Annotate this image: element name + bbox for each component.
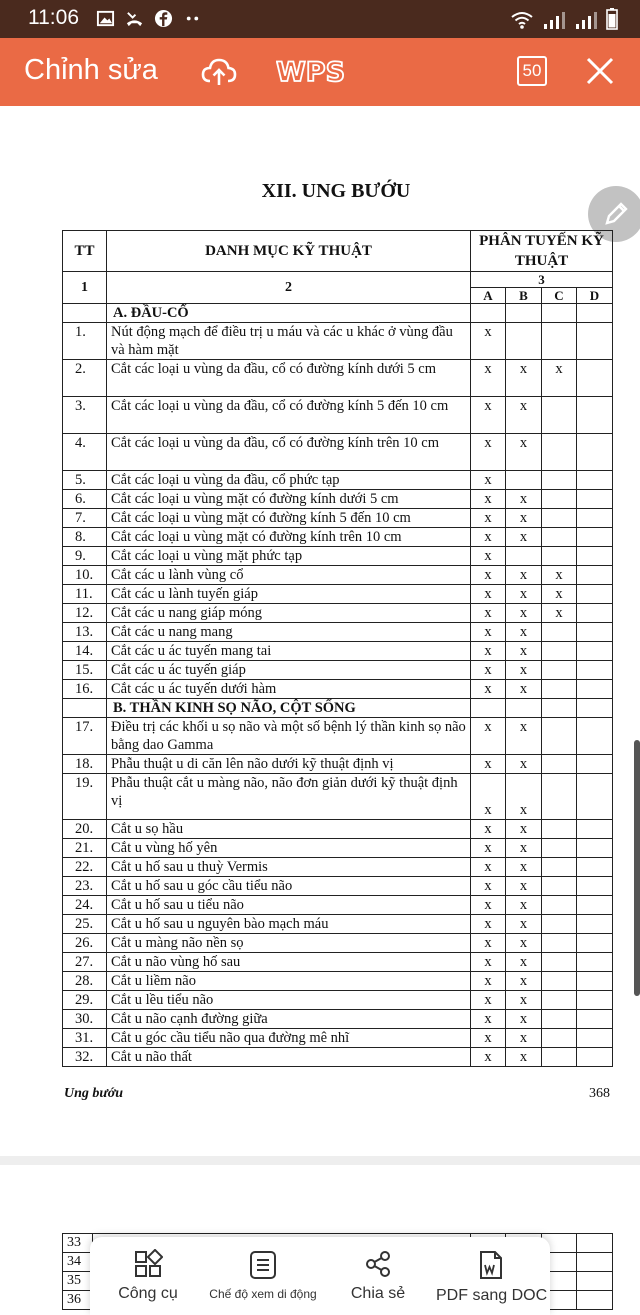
pdf-doc-icon — [476, 1249, 506, 1281]
row-number: 31. — [63, 1029, 107, 1048]
row-technique: Cắt u não thất — [107, 1048, 471, 1067]
level-a-mark: x — [471, 471, 506, 490]
header-col-2: 2 — [107, 272, 471, 304]
level-c-mark — [542, 1010, 577, 1029]
level-c-mark — [542, 991, 577, 1010]
header-tt: TT — [63, 231, 107, 272]
level-a-mark: x — [471, 680, 506, 699]
level-b-mark: x — [506, 680, 542, 699]
section-row — [63, 304, 613, 323]
share-button[interactable] — [336, 1249, 420, 1303]
row-number: 22. — [63, 858, 107, 877]
table-row — [63, 604, 613, 623]
cloud-upload-icon[interactable] — [201, 56, 237, 88]
row-technique: Cắt u não vùng hố sau — [107, 953, 471, 972]
level-c-mark — [542, 661, 577, 680]
row-technique: Phẫu thuật cắt u màng não, não đơn giản dưới kỹ thuật định vị — [107, 774, 471, 820]
level-a-mark: x — [471, 623, 506, 642]
row-technique: Điều trị các khối u sọ não và một số bệnh lý thần kinh sọ não bằng dao Gamma — [107, 718, 471, 755]
level-a-mark: x — [471, 953, 506, 972]
table-row — [63, 1048, 613, 1067]
level-a-mark: x — [471, 718, 506, 755]
level-d-mark — [577, 490, 613, 509]
image-icon — [96, 9, 115, 28]
level-b-mark: x — [506, 820, 542, 839]
level-c-header: C — [542, 288, 577, 304]
header-col-3: 3 — [471, 272, 613, 288]
mobile-view-label: Chế độ xem di động — [209, 1287, 317, 1301]
row-number: 4. — [63, 434, 107, 471]
row-technique: Cắt các u ác tuyến giáp — [107, 661, 471, 680]
level-b-mark: x — [506, 623, 542, 642]
level-d-mark — [577, 896, 613, 915]
tools-label: Công cụ — [118, 1285, 178, 1302]
wifi-icon — [510, 10, 534, 30]
row-technique: Cắt các u ác tuyến dưới hàm — [107, 680, 471, 699]
level-a-mark: x — [471, 1029, 506, 1048]
level-c-mark — [542, 623, 577, 642]
level-c-mark — [542, 934, 577, 953]
level-b-mark: x — [506, 1048, 542, 1067]
level-b-mark: x — [506, 972, 542, 991]
level-d-mark — [577, 323, 613, 360]
row-technique: Cắt các u nang mang — [107, 623, 471, 642]
level-d-mark — [577, 547, 613, 566]
row-technique: Cắt các loại u vùng mặt có đường kính 5 đến 10 cm — [107, 509, 471, 528]
mobile-view-button[interactable] — [204, 1249, 322, 1301]
pdf-to-doc-button[interactable] — [436, 1249, 546, 1305]
table-row — [63, 397, 613, 434]
document-view-icon — [247, 1249, 279, 1281]
grid-icon — [133, 1249, 163, 1279]
row-number: 19. — [63, 774, 107, 820]
table-row — [63, 774, 613, 820]
level-d-mark — [577, 774, 613, 820]
level-c-mark — [542, 1029, 577, 1048]
level-d-mark — [577, 661, 613, 680]
app-bar — [0, 38, 640, 106]
level-c-mark — [542, 972, 577, 991]
row-number: 2. — [63, 360, 107, 397]
battery-icon — [606, 8, 618, 30]
row-number: 32. — [63, 1048, 107, 1067]
tools-button[interactable] — [104, 1249, 192, 1303]
facebook-icon — [154, 9, 173, 28]
level-c-mark — [542, 490, 577, 509]
table-row — [63, 585, 613, 604]
row-technique: Cắt u hố sau u tiểu não — [107, 896, 471, 915]
row-number: 12. — [63, 604, 107, 623]
level-d-mark — [577, 718, 613, 755]
level-c-mark — [542, 1048, 577, 1067]
level-d-mark — [577, 1048, 613, 1067]
table-row — [63, 623, 613, 642]
level-d-mark — [577, 972, 613, 991]
level-d-mark — [577, 623, 613, 642]
pdf-to-doc-label: PDF sang DOC — [436, 1287, 548, 1304]
level-b-mark: x — [506, 585, 542, 604]
level-b-mark: x — [506, 604, 542, 623]
share-label: Chia sẻ — [350, 1285, 406, 1302]
signal-icon — [574, 10, 598, 30]
row-technique: Cắt các loại u vùng mặt có đường kính dưới 5 cm — [107, 490, 471, 509]
level-b-mark: x — [506, 877, 542, 896]
level-c-mark — [542, 755, 577, 774]
row-number: 9. — [63, 547, 107, 566]
level-c-mark — [542, 858, 577, 877]
level-d-mark — [577, 858, 613, 877]
level-a-mark: x — [471, 604, 506, 623]
row-number: 16. — [63, 680, 107, 699]
row-technique: Cắt u lều tiểu não — [107, 991, 471, 1010]
row-technique: Cắt các u nang giáp móng — [107, 604, 471, 623]
row-number: 26. — [63, 934, 107, 953]
edit-button[interactable]: Chỉnh sửa — [24, 54, 158, 86]
level-d-header: D — [577, 288, 613, 304]
page-count-button[interactable]: 50 — [517, 56, 547, 86]
row-number: 21. — [63, 839, 107, 858]
level-d-mark — [577, 877, 613, 896]
level-c-mark — [542, 839, 577, 858]
level-a-mark: x — [471, 774, 506, 820]
level-b-mark: x — [506, 509, 542, 528]
level-b-mark — [506, 471, 542, 490]
level-c-mark — [542, 820, 577, 839]
level-d-mark — [577, 953, 613, 972]
table-row — [63, 991, 613, 1010]
table-body — [63, 304, 613, 1067]
table-row — [63, 680, 613, 699]
level-a-mark: x — [471, 323, 506, 360]
level-b-mark: x — [506, 1029, 542, 1048]
header-phan-tuyen: PHÂN TUYẾN KỸ THUẬT — [471, 231, 613, 272]
row-technique: Cắt u màng não nền sọ — [107, 934, 471, 953]
footer-section-name: Ung bướu — [64, 1086, 124, 1101]
row-technique: Cắt các loại u vùng da đầu, cổ phức tạp — [107, 471, 471, 490]
level-b-mark: x — [506, 490, 542, 509]
level-a-mark: x — [471, 755, 506, 774]
level-a-mark: x — [471, 915, 506, 934]
header-danh-muc: DANH MỤC KỸ THUẬT — [107, 231, 471, 272]
level-c-mark — [542, 718, 577, 755]
table-row — [63, 1029, 613, 1048]
table-row — [63, 509, 613, 528]
level-b-mark: x — [506, 915, 542, 934]
level-b-mark: x — [506, 896, 542, 915]
level-d-mark — [577, 471, 613, 490]
level-a-mark: x — [471, 858, 506, 877]
level-b-mark: x — [506, 718, 542, 755]
row-number: 15. — [63, 661, 107, 680]
level-c-mark — [542, 953, 577, 972]
row-technique: Cắt các u ác tuyến mang tai — [107, 642, 471, 661]
level-a-mark: x — [471, 1010, 506, 1029]
level-a-mark: x — [471, 972, 506, 991]
row-number: 36 — [63, 1291, 93, 1310]
level-c-mark: x — [542, 360, 577, 397]
row-technique: Cắt u sọ hầu — [107, 820, 471, 839]
table-row — [63, 877, 613, 896]
level-a-mark: x — [471, 1048, 506, 1067]
level-d-mark — [577, 1010, 613, 1029]
level-b-mark: x — [506, 1010, 542, 1029]
row-number: 6. — [63, 490, 107, 509]
level-a-mark: x — [471, 566, 506, 585]
level-d-mark — [577, 360, 613, 397]
row-technique: Cắt các loại u vùng mặt có đường kính trên 10 cm — [107, 528, 471, 547]
level-b-mark: x — [506, 991, 542, 1010]
level-a-mark: x — [471, 839, 506, 858]
level-b-mark: x — [506, 858, 542, 877]
level-a-mark: x — [471, 877, 506, 896]
table-row — [63, 323, 613, 360]
level-d-mark — [577, 434, 613, 471]
level-b-mark: x — [506, 774, 542, 820]
missed-call-icon — [125, 9, 144, 28]
level-c-mark — [542, 509, 577, 528]
level-c-mark — [542, 471, 577, 490]
level-d-mark — [577, 509, 613, 528]
bottom-toolbar — [90, 1237, 550, 1315]
level-c-mark — [542, 896, 577, 915]
level-b-mark: x — [506, 953, 542, 972]
section-title: B. THẦN KINH SỌ NÃO, CỘT SỐNG — [107, 699, 471, 718]
row-number: 13. — [63, 623, 107, 642]
level-b-mark: x — [506, 642, 542, 661]
svg-text:WPS: WPS — [276, 57, 346, 86]
header-col-1: 1 — [63, 272, 107, 304]
table-row — [63, 547, 613, 566]
row-technique: Cắt các loại u vùng da đầu, cổ có đường kính dưới 5 cm — [107, 360, 471, 397]
row-number: 20. — [63, 820, 107, 839]
level-a-mark: x — [471, 434, 506, 471]
table-row — [63, 755, 613, 774]
technique-table — [62, 230, 613, 1067]
level-c-mark — [542, 774, 577, 820]
row-number: 33 — [63, 1234, 93, 1253]
status-time: 11:06 — [28, 6, 79, 29]
row-technique: Cắt u góc cầu tiểu não qua đường mê nhĩ — [107, 1029, 471, 1048]
level-c-mark: x — [542, 604, 577, 623]
section-title: A. ĐẦU-CỔ — [107, 304, 471, 323]
row-number: 28. — [63, 972, 107, 991]
level-a-mark: x — [471, 820, 506, 839]
row-number: 7. — [63, 509, 107, 528]
row-technique: Cắt các loại u vùng mặt phức tạp — [107, 547, 471, 566]
footer-page-number: 368 — [589, 1086, 610, 1101]
level-b-mark: x — [506, 397, 542, 434]
level-a-mark: x — [471, 360, 506, 397]
level-b-mark: x — [506, 566, 542, 585]
level-d-mark — [577, 604, 613, 623]
level-d-mark — [577, 755, 613, 774]
row-number: 35 — [63, 1272, 93, 1291]
row-number: 29. — [63, 991, 107, 1010]
row-number: 11. — [63, 585, 107, 604]
status-bar — [0, 0, 640, 38]
level-d-mark — [577, 839, 613, 858]
table-row — [63, 642, 613, 661]
table-row — [63, 972, 613, 991]
level-b-header: B — [506, 288, 542, 304]
row-technique: Cắt u vùng hố yên — [107, 839, 471, 858]
row-technique: Cắt các u lành vùng cổ — [107, 566, 471, 585]
level-a-mark: x — [471, 509, 506, 528]
level-a-mark: x — [471, 397, 506, 434]
level-c-mark — [542, 642, 577, 661]
table-row — [63, 839, 613, 858]
table-row — [63, 360, 613, 397]
row-technique: Phẫu thuật u di căn lên não dưới kỹ thuật định vị — [107, 755, 471, 774]
row-technique: Cắt các loại u vùng da đầu, cổ có đường kính 5 đến 10 cm — [107, 397, 471, 434]
row-number: 34 — [63, 1253, 93, 1272]
row-technique: Cắt u hố sau u nguyên bào mạch máu — [107, 915, 471, 934]
level-d-mark — [577, 1029, 613, 1048]
table-row — [63, 896, 613, 915]
table-row — [63, 471, 613, 490]
table-row — [63, 718, 613, 755]
row-number: 8. — [63, 528, 107, 547]
row-number: 10. — [63, 566, 107, 585]
signal-icon — [542, 10, 566, 30]
row-number: 25. — [63, 915, 107, 934]
level-c-mark — [542, 680, 577, 699]
level-c-mark — [542, 877, 577, 896]
page-title: XII. UNG BƯỚU — [261, 180, 411, 202]
row-number: 23. — [63, 877, 107, 896]
level-c-mark — [542, 397, 577, 434]
level-a-mark: x — [471, 991, 506, 1010]
section-row — [63, 699, 613, 718]
level-a-mark: x — [471, 547, 506, 566]
row-technique: Cắt u não cạnh đường giữa — [107, 1010, 471, 1029]
level-b-mark: x — [506, 934, 542, 953]
level-c-mark: x — [542, 585, 577, 604]
row-number: 3. — [63, 397, 107, 434]
row-number: 27. — [63, 953, 107, 972]
level-a-mark: x — [471, 528, 506, 547]
document-page — [0, 106, 640, 1156]
level-a-mark: x — [471, 896, 506, 915]
level-a-mark: x — [471, 585, 506, 604]
level-d-mark — [577, 820, 613, 839]
row-technique: Nút động mạch để điều trị u máu và các u khác ở vùng đầu và hàm mặt — [107, 323, 471, 360]
row-number: 18. — [63, 755, 107, 774]
level-a-mark: x — [471, 642, 506, 661]
level-b-mark: x — [506, 755, 542, 774]
row-technique: Cắt u hố sau u góc cầu tiểu não — [107, 877, 471, 896]
table-row — [63, 915, 613, 934]
level-c-mark — [542, 547, 577, 566]
table-row — [63, 434, 613, 471]
close-icon[interactable] — [584, 55, 616, 87]
row-number: 24. — [63, 896, 107, 915]
row-technique: Cắt u liềm não — [107, 972, 471, 991]
level-b-mark: x — [506, 839, 542, 858]
more-dots-icon — [183, 9, 202, 28]
row-number: 30. — [63, 1010, 107, 1029]
level-b-mark: x — [506, 661, 542, 680]
wps-logo — [276, 56, 366, 86]
table-row — [63, 820, 613, 839]
level-b-mark — [506, 323, 542, 360]
table-row — [63, 528, 613, 547]
table-row — [63, 953, 613, 972]
table-row — [63, 934, 613, 953]
level-b-mark — [506, 547, 542, 566]
row-number: 17. — [63, 718, 107, 755]
level-d-mark — [577, 934, 613, 953]
level-c-mark — [542, 434, 577, 471]
level-b-mark: x — [506, 434, 542, 471]
level-d-mark — [577, 566, 613, 585]
level-d-mark — [577, 528, 613, 547]
row-technique: Cắt u hố sau u thuỳ Vermis — [107, 858, 471, 877]
level-c-mark — [542, 528, 577, 547]
level-b-mark: x — [506, 528, 542, 547]
level-d-mark — [577, 585, 613, 604]
level-a-mark: x — [471, 661, 506, 680]
row-technique: Cắt các u lành tuyến giáp — [107, 585, 471, 604]
table-row — [63, 1010, 613, 1029]
level-d-mark — [577, 680, 613, 699]
row-technique: Cắt các loại u vùng da đầu, cổ có đường kính trên 10 cm — [107, 434, 471, 471]
level-a-mark: x — [471, 934, 506, 953]
table-row — [63, 858, 613, 877]
row-number: 14. — [63, 642, 107, 661]
table-row — [63, 661, 613, 680]
table-row — [63, 566, 613, 585]
level-c-mark — [542, 323, 577, 360]
level-d-mark — [577, 642, 613, 661]
row-number: 5. — [63, 471, 107, 490]
level-a-mark: x — [471, 490, 506, 509]
scrollbar-thumb[interactable] — [634, 740, 640, 996]
level-d-mark — [577, 397, 613, 434]
share-icon — [363, 1249, 393, 1279]
table-row — [63, 490, 613, 509]
level-b-mark: x — [506, 360, 542, 397]
level-d-mark — [577, 991, 613, 1010]
row-number: 1. — [63, 323, 107, 360]
level-a-header: A — [471, 288, 506, 304]
level-d-mark — [577, 915, 613, 934]
level-c-mark — [542, 915, 577, 934]
level-c-mark: x — [542, 566, 577, 585]
